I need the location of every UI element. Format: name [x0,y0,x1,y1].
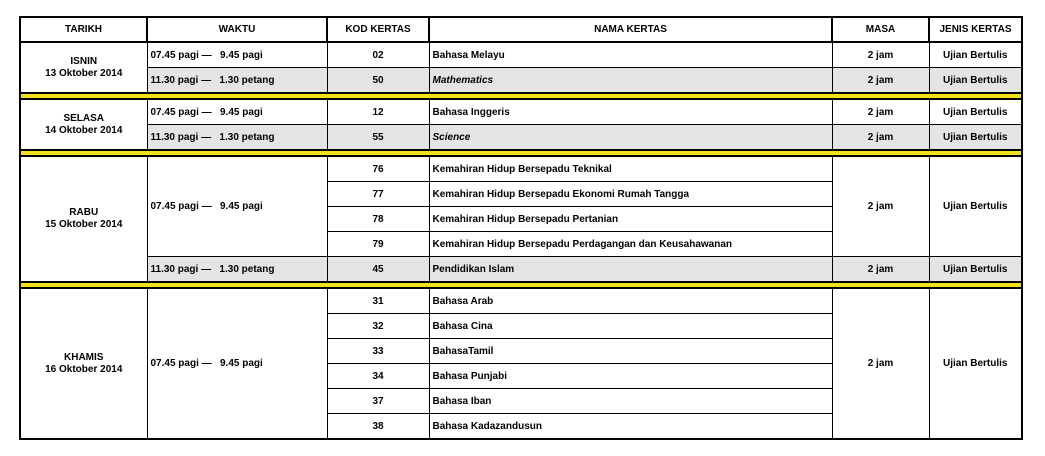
paper-code: 31 [327,288,429,314]
paper-code: 76 [327,156,429,182]
paper-code: 02 [327,42,429,68]
paper-code: 79 [327,232,429,257]
paper-code: 32 [327,314,429,339]
exam-schedule-table [19,16,1023,440]
table-row [20,42,1022,68]
table-row [20,125,1022,151]
paper-name: Bahasa Arab [429,288,832,314]
table-row [20,257,1022,283]
table-row [20,99,1022,125]
paper-code: 12 [327,99,429,125]
duration-cell: 2 jam [832,288,929,439]
paper-type-cell: Ujian Bertulis [929,288,1022,439]
paper-code: 78 [327,207,429,232]
paper-name: BahasaTamil [429,339,832,364]
paper-type-cell: Ujian Bertulis [929,99,1022,125]
table-row [20,288,1022,314]
duration-cell: 2 jam [832,156,929,257]
day-date: 16 Oktober 2014 [45,363,123,375]
paper-code: 34 [327,364,429,389]
paper-type-cell: Ujian Bertulis [929,42,1022,68]
paper-name: Kemahiran Hidup Bersepadu Perdagangan dan Keusahawanan [429,232,832,257]
paper-name: Kemahiran Hidup Bersepadu Pertanian [429,207,832,232]
duration-cell: 2 jam [832,42,929,68]
time-cell: 07.45 pagi — 9.45 pagi [147,288,327,439]
header-masa: MASA [832,17,929,42]
duration-cell: 2 jam [832,257,929,283]
paper-name: Mathematics [429,68,832,94]
day-date: 15 Oktober 2014 [45,219,123,230]
paper-name: Bahasa Melayu [429,42,832,68]
header-nama-kertas: NAMA KERTAS [429,17,832,42]
paper-name: Bahasa Kadazandusun [429,414,832,440]
day-name: SELASA [63,112,105,124]
header-tarikh: TARIKH [20,17,147,42]
paper-code: 33 [327,339,429,364]
paper-code: 45 [327,257,429,283]
paper-type-cell: Ujian Bertulis [929,68,1022,94]
day-cell [20,288,147,439]
paper-code: 77 [327,182,429,207]
paper-name: Kemahiran Hidup Bersepadu Teknikal [429,156,832,182]
paper-type-cell: Ujian Bertulis [929,156,1022,257]
day-cell [20,99,147,150]
paper-name: Science [429,125,832,151]
day-cell [20,42,147,93]
time-cell: 11.30 pagi — 1.30 petang [147,125,327,151]
header-row [20,17,1022,42]
paper-name: Kemahiran Hidup Bersepadu Ekonomi Rumah Tangga [429,182,832,207]
paper-name: Bahasa Iban [429,389,832,414]
header-kod-kertas: KOD KERTAS [327,17,429,42]
day-date: 13 Oktober 2014 [45,67,123,79]
paper-code: 37 [327,389,429,414]
paper-name: Bahasa Punjabi [429,364,832,389]
table-row [20,68,1022,94]
day-name: RABU [69,207,99,218]
day-name: KHAMIS [64,351,104,363]
time-cell: 07.45 pagi — 9.45 pagi [147,42,327,68]
paper-type-cell: Ujian Bertulis [929,257,1022,283]
day-date: 14 Oktober 2014 [45,124,123,136]
paper-type-cell: Ujian Bertulis [929,125,1022,151]
time-cell: 11.30 pagi — 1.30 petang [147,68,327,94]
table-row [20,156,1022,182]
header-waktu: WAKTU [147,17,327,42]
day-cell [20,156,147,282]
duration-cell: 2 jam [832,125,929,151]
header-jenis-kertas: JENIS KERTAS [929,17,1022,42]
time-cell: 07.45 pagi — 9.45 pagi [147,99,327,125]
day-name: ISNIN [70,55,98,67]
paper-name: Bahasa Inggeris [429,99,832,125]
paper-code: 50 [327,68,429,94]
paper-code: 55 [327,125,429,151]
time-cell: 11.30 pagi — 1.30 petang [147,257,327,283]
duration-cell: 2 jam [832,99,929,125]
duration-cell: 2 jam [832,68,929,94]
paper-code: 38 [327,414,429,440]
time-cell: 07.45 pagi — 9.45 pagi [147,156,327,257]
paper-name: Bahasa Cina [429,314,832,339]
paper-name: Pendidikan Islam [429,257,832,283]
